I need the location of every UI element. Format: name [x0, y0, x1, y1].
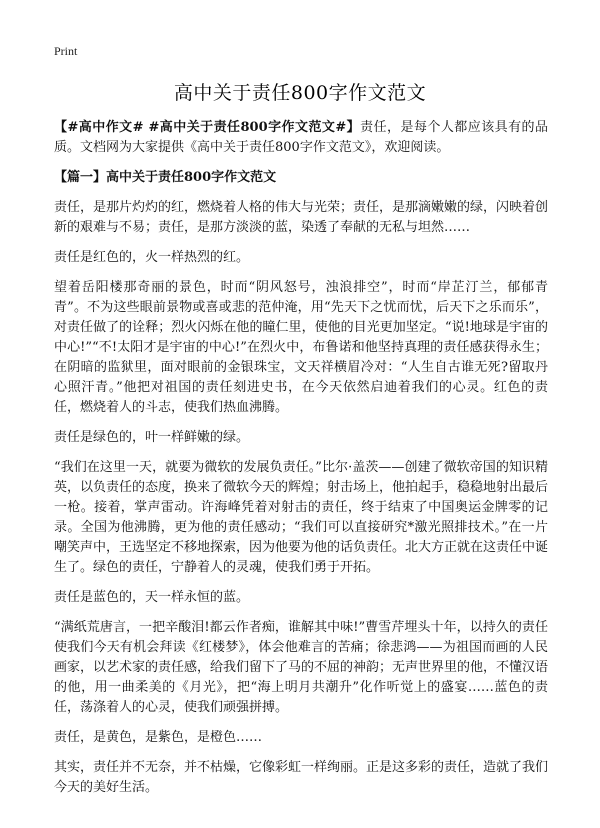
intro-paragraph: [54, 118, 548, 158]
page-title: 高中关于责任800字作文范文: [173, 82, 427, 104]
paragraph-4: 责任是绿色的，叶一样鲜嫩的绿。: [54, 430, 250, 445]
paragraph-3: 望着岳阳楼那奇丽的景色，时而“阴风怒号，浊浪排空”，时而“岸芷汀兰，郁郁青青”。不为这些眼前景物或喜或悲的范仲淹，用“先天下之忧而忧，后天下之乐而乐”，对责任做了的诠释；烈火闪烁在他的瞳仁里，使他的目光更加坚定。“说!地球是宇宙的中心!”“不!太阳才是宇宙的中心!”在烈火中，布鲁诺和他坚持真理的责任感获得永生；在阴暗的监狱里，面对眼前的金银珠宝，文天祥横眉冷对：“人生自古谁无死?留取丹心照汗青。”他把对祖国的责任刻进史书，在今天依然启迪着我们的心灵。红色的责任，燃烧着人的斗志，使我们热血沸腾。: [54, 280, 548, 415]
paragraph-8: 责任，是黄色，是紫色，是橙色……: [54, 730, 263, 745]
print-link[interactable]: Print: [54, 44, 78, 58]
intro-text: 责任，是每个人都应该具有的品质。文档网为大家提供《高中关于责任800字作文范文》，欢迎阅读。: [54, 120, 548, 155]
paragraph-6: 责任是蓝色的，天一样永恒的蓝。: [54, 590, 250, 605]
article-body: [54, 118, 548, 808]
paragraph-2: 责任是红色的，火一样热烈的红。: [54, 250, 250, 265]
paragraph-5: “我们在这里一天，就要为微软的发展负责任。”比尔·盖茨——创建了微软帝国的知识精英，以负责任的态度，换来了微软今天的辉煌；射击场上，他拍起手，稳稳地射出最后一枪。接着，掌声雷动。许海峰凭着对射击的责任，终于结束了中国奥运金牌零的记录。全国为他沸腾，更为他的责任感动；“我们可以直接研究*激光照排技术。”在一片嘲笑声中，王选坚定不移地探索，因为他要为他的话负责任。北大方正就在这责任中诞生了。绿色的责任，宁静着人的灵魂，使我们勇于开拓。: [54, 460, 549, 575]
intro-tags: 【#高中作文# #高中关于责任800字作文范文#】: [54, 120, 361, 135]
section-heading: 【篇一】高中关于责任800字作文范文: [54, 170, 277, 185]
paragraph-1: 责任，是那片灼灼的红，燃烧着人格的伟大与光荣；责任，是那滴嫩嫩的绿，闪映着创新的艰难与不易；责任，是那方淡淡的蓝，染透了奉献的无私与坦然……: [54, 200, 549, 235]
paragraph-7: “满纸荒唐言，一把辛酸泪!都云作者痴，谁解其中味!”曹雪芹埋头十年，以持久的责任使我们今天有机会拜读《红楼梦》，体会他难言的苦痛；徐悲鸿——为祖国而画的人民画家，以艺术家的责任感，给我们留下了马的不屈的神韵；无声世界里的他，不懂汉语的他，用一曲柔美的《月光》，把“海上明月共潮升”化作听觉上的盛宴……蓝色的责任，荡涤着人的心灵，使我们顽强拼搏。: [54, 620, 549, 715]
paragraph-9: 其实，责任并不无奈，并不枯燥，它像彩虹一样绚丽。正是这多彩的责任，造就了我们今天的美好生活。: [54, 760, 549, 795]
